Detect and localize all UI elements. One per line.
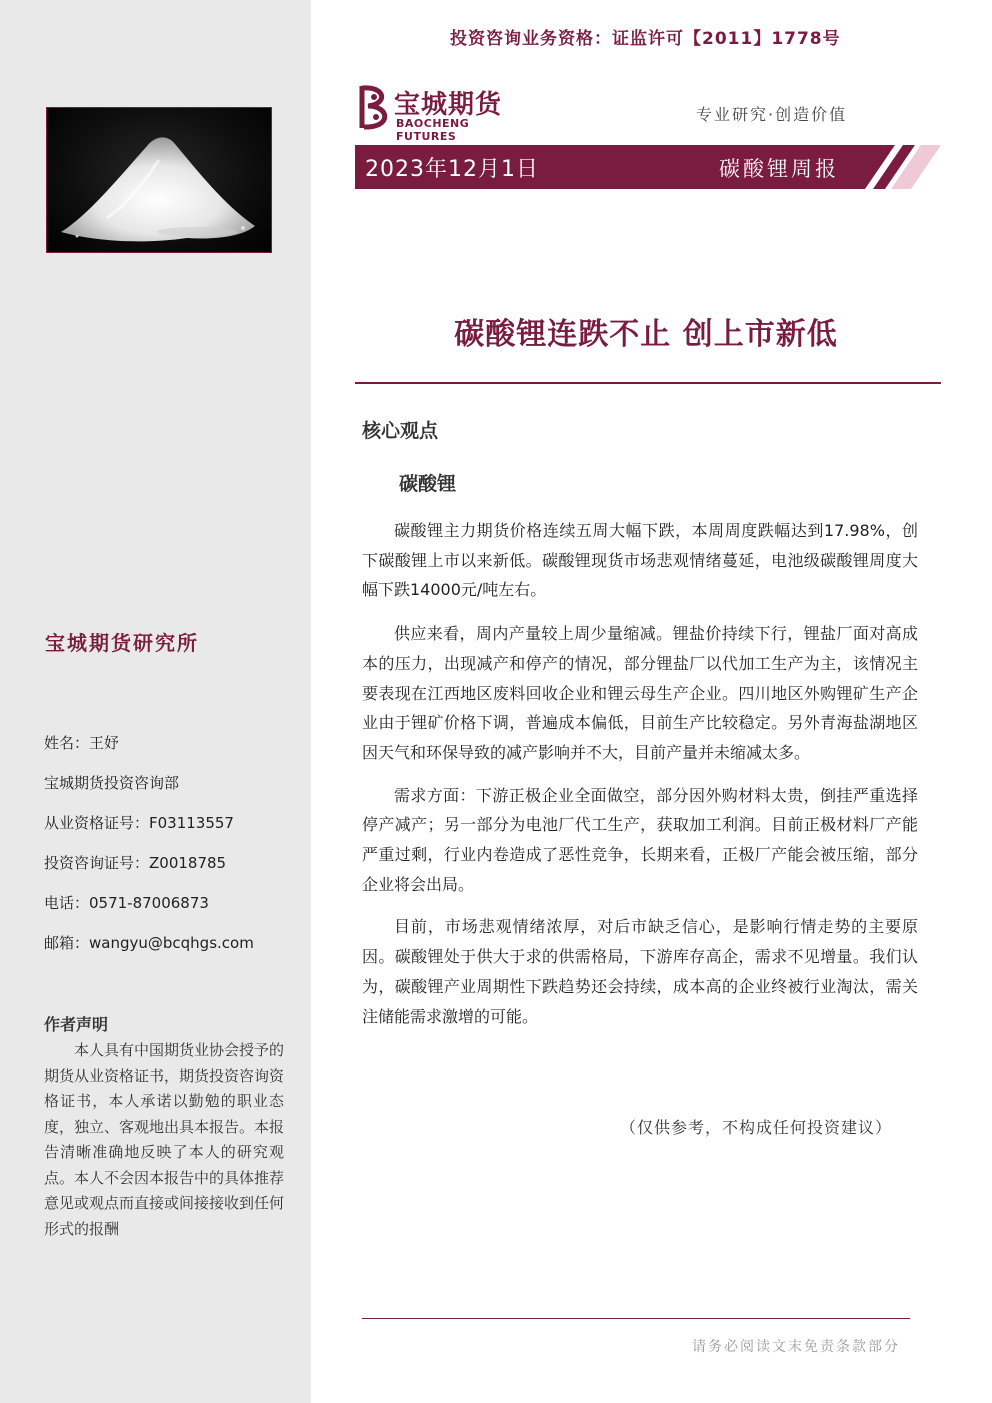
logo-b-icon: [356, 84, 392, 130]
powder-pile-image: [47, 108, 272, 253]
phone: 电话：0571-87006873: [44, 894, 209, 912]
department: 宝城期货投资咨询部: [44, 774, 180, 792]
paragraph-outlook: 目前，市场悲观情绪浓厚，对后市缺乏信心，是影响行情走势的主要原因。碳酸锂处于供大于求的供需格局，下游库存高企，需求不见增量。我们认为，碳酸锂产业周期性下跌趋势还会持续，成本高的企业终被行业淘汰，需关注储能需求激增的可能。: [362, 917, 918, 1026]
analyst-contacts: [44, 732, 254, 972]
qualification-number: 从业资格证号：F03113557: [44, 814, 234, 832]
investment-disclaimer: （仅供参考，不构成任何投资建议）: [620, 1118, 893, 1137]
footer-note: 请务必阅读文末免责条款部分: [692, 1339, 900, 1355]
logo-name-en: BAOCHENG FUTURES: [396, 117, 470, 143]
core-view-heading: 核心观点: [362, 420, 439, 442]
title-divider: [355, 382, 941, 384]
slogan: 专业研究·创造价值: [696, 105, 848, 124]
footer-divider: [362, 1318, 910, 1319]
research-institute-name: 宝城期货研究所: [45, 631, 199, 655]
paragraph-supply: 供应来看，周内产量较上周少量缩减。锂盐价持续下行，锂盐厂面对高成本的压力，出现减产和停产的情况，部分锂盐厂以代加工生产为主，该情况主要表现在江西地区废料回收企业和锂云母生产企业。四川地区外购锂矿生产企业由于锂矿价格下调，普遍成本偏低，目前生产比较稳定。另外青海盐湖地区因天气和环保导致的减产影响并不大，目前产量并未缩减太多。: [362, 624, 918, 762]
report-type: 碳酸锂周报: [719, 157, 839, 181]
license-text: 投资咨询业务资格：证监许可【2011】1778号: [450, 29, 841, 49]
logo-name-cn: 宝城期货: [394, 90, 503, 120]
paragraph-demand: 需求方面：下游正极企业全面做空，部分因外购材料太贵，倒挂严重选择停产减产；另一部分为电池厂代工生产，获取加工利润。目前正极材料厂产能严重过剩，行业内卷造成了恶性竞争，长期来看，正极厂产能会被压缩，部分企业将会出局。: [362, 785, 918, 894]
paragraph-price: 碳酸锂主力期货价格连续五周大幅下跌，本周周度跌幅达到17.98%，创下碳酸锂上市以来新低。碳酸锂现货市场悲观情绪蔓延，电池级碳酸锂周度大幅下跌14000元/吨左右。: [362, 521, 918, 600]
lithium-carbonate-subheading: 碳酸锂: [399, 473, 457, 495]
report-title: 碳酸锂连跌不止 创上市新低: [454, 317, 838, 352]
lithium-carbonate-powder-photo: [46, 107, 272, 253]
author-declaration-body: 本人具有中国期货业协会授予的期货从业资格证书，期货投资咨询资格证书，本人承诺以勤勉的职业态度，独立、客观地出具本报告。本报告清晰准确地反映了本人的研究观点。本人不会因本报告中的具体推荐意见或观点而直接或间接接收到任何形式的报酬: [44, 1041, 285, 1238]
author-declaration-title: 作者声明: [44, 1015, 109, 1034]
company-logo: [356, 84, 526, 143]
date-banner: [355, 145, 945, 189]
report-body: [362, 516, 918, 1031]
analyst-name: 姓名：王妤: [44, 734, 120, 752]
email: 邮箱：wangyu@bcqhgs.com: [44, 934, 254, 952]
consulting-number: 投资咨询证号：Z0018785: [44, 854, 227, 872]
sidebar: [0, 0, 311, 1403]
report-date: 2023年12月1日: [365, 157, 539, 182]
